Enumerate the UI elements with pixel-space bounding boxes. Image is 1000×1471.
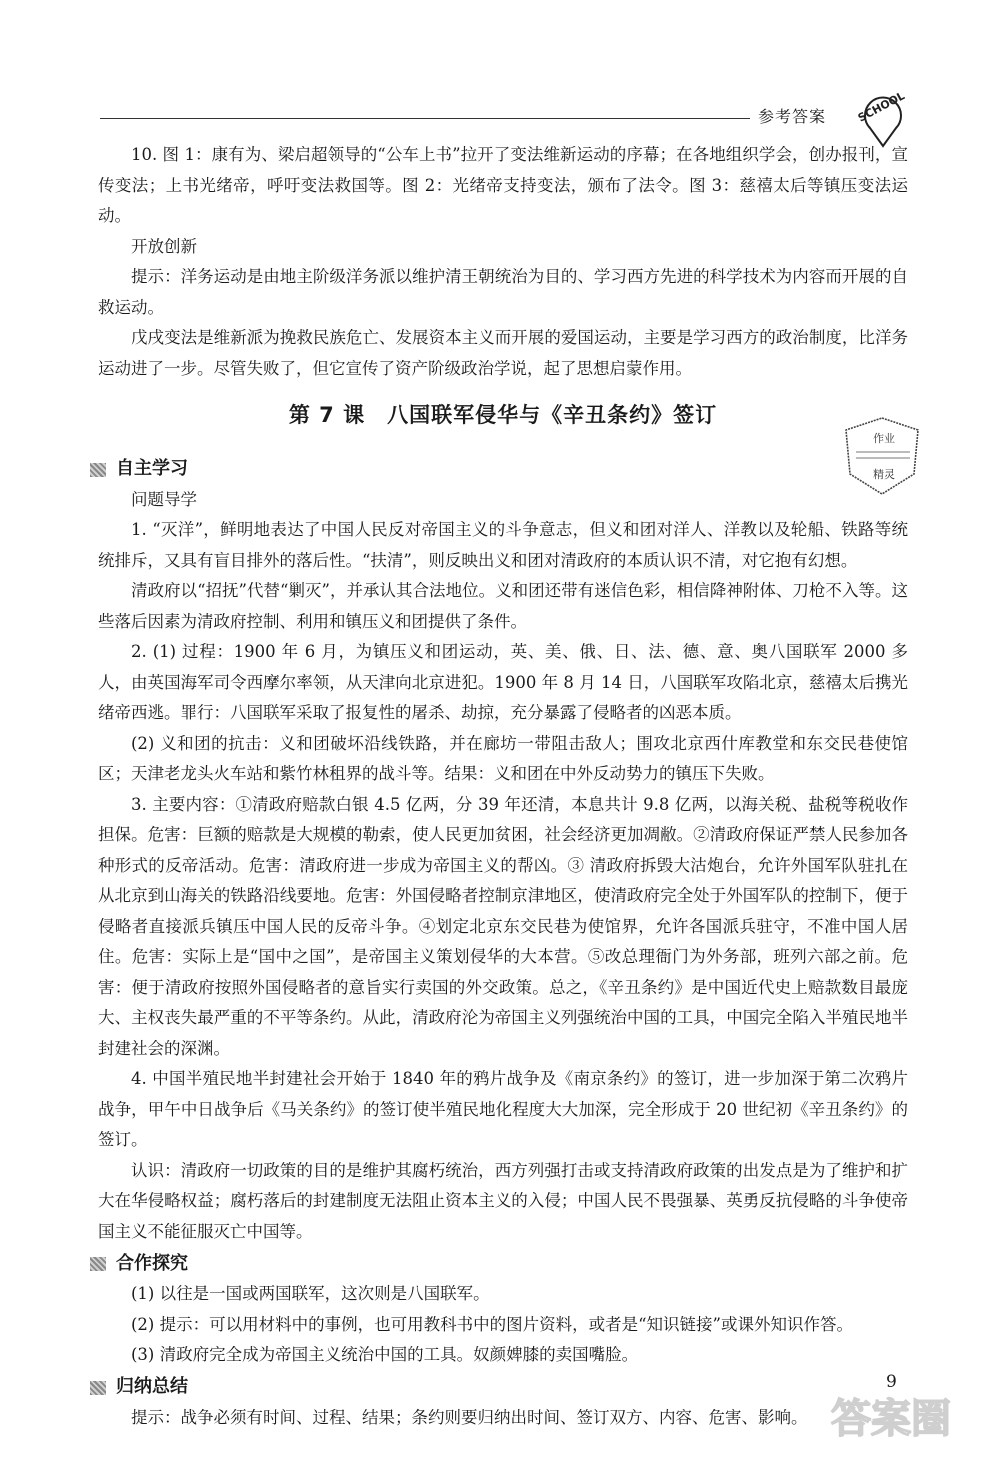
section-title: 自主学习 — [116, 458, 188, 480]
lesson-title: 第 7 课 八国联军侵华与《辛丑条约》签订 — [288, 403, 718, 427]
stamp-line2: 精灵 — [873, 468, 895, 481]
school-logo-text: SCHOOL — [855, 89, 907, 125]
stamp-line1: 作业 — [873, 432, 895, 445]
main-content — [98, 140, 908, 1433]
answer-paragraph: 4. 中国半殖民地半封建社会开始于 1840 年的鸦片战争及《南京条约》的签订，进一步加深于第二次鸦片战争，甲午中日战争后《马关条约》的签订使半殖民地化程度大大加深，完全形成于 20 世纪初《辛丑条约》的签订。 — [98, 1069, 908, 1149]
answer-paragraph: 认识：清政府一切政策的目的是维护其腐朽统治，西方列强打击或支持清政府政策的出发点是为了维护和扩大在华侵略权益；腐朽落后的封建制度无法阻止资本主义的入侵；中国人民不畏强暴、英勇反抗侵略的斗争使帝国主义不能征服灭亡中国等。 — [98, 1160, 908, 1241]
intro-subheading: 开放创新 — [131, 236, 197, 256]
answer-paragraph: (2) 提示：可以用材料中的事例，也可用教科书中的图片资料，或者是“知识链接”或课外知识作答。 — [131, 1314, 853, 1334]
section-marker-icon — [90, 1381, 106, 1395]
answer-paragraph: 清政府以“招抚”代替“剿灭”，并承认其合法地位。义和团还带有迷信色彩，相信降神附体、刀枪不入等。这些落后因素为清政府控制、利用和镇压义和团提供了条件。 — [98, 581, 908, 631]
watermark-logo-icon — [796, 1384, 986, 1464]
section-header-self-study — [90, 455, 908, 485]
answer-paragraph: (1) 以往是一国或两国联军，这次则是八国联军。 — [131, 1284, 490, 1303]
watermark-text: 答案圈 — [831, 1396, 951, 1442]
answer-paragraph: 1. “灭洋”，鲜明地表达了中国人民反对帝国主义的斗争意志，但义和团对洋人、洋教以及轮船、铁路等统统排斥，又具有盲目排外的落后性。“扶清”，则反映出义和团对清政府的本质认识不清，对它抱有幻想。 — [98, 520, 908, 570]
answer-paragraph: (3) 清政府完全成为帝国主义统治中国的工具。奴颜婢膝的卖国嘴脸。 — [131, 1345, 639, 1364]
answer-paragraph: 2. (1) 过程：1900 年 6 月，为镇压义和团运动，英、美、俄、日、法、德、意、奥八国联军 2000 多人，由英国海军司令西摩尔率领，从天津向北京进犯。1900 年 8 月 14 日，八国联军攻陷北京，慈禧太后携光绪帝西逃。罪行：八国联军采取了报复性的屠杀、劫掠，充分暴露了侵略者的凶恶本质。 — [98, 642, 908, 722]
section-header-summary — [90, 1373, 908, 1403]
intro-paragraph-2: 提示：洋务运动是由地主阶级洋务派以维护清王朝统治为目的、学习西方先进的科学技术为内容而开展的自救运动。 — [98, 267, 908, 317]
section-header-cooperation — [90, 1249, 908, 1279]
header-rule — [100, 118, 750, 119]
section-title: 合作探究 — [116, 1252, 188, 1274]
page-number: 9 — [886, 1372, 897, 1392]
section-marker-icon — [90, 1257, 106, 1271]
answer-paragraph: 提示：战争必须有时间、过程、结果；条约则要归纳出时间、签订双方、内容、危害、影响。 — [131, 1407, 808, 1427]
answer-paragraph: 3. 主要内容：①清政府赔款白银 4.5 亿两，分 39 年还清，本息共计 9.8 亿两，以海关税、盐税等税收作担保。危害：巨额的赔款是大规模的勒索，使人民更加贫困，社会经济更加凋敝。②清政府保证严禁人民参加各种形式的反帝活动。危害：清政府进一步成为帝国主义的帮凶。③ 清政府拆毁大沽炮台，允许外国军队驻扎在从北京到山海关的铁路沿线要地。危害：外国侵略者控制京津地区，使清政府完全处于外国军队的控制下，便于侵略者直接派兵镇压中国人民的反帝斗争。④划定北京东交民巷为使馆界，允许各国派兵驻守，不准中国人居住。危害：实际上是“国中之国”，是帝国主义策划侵华的大本营。⑤改总理衙门为外务部，班列六部之前。危害：便于清政府按照外国侵略者的意旨实行卖国的外交政策。总之，《辛丑条约》是中国近代史上赔款数目最庞大、主权丧失最严重的不平等条约。从此，清政府沦为帝国主义列强统治中国的工具，中国完全陷入半殖民地半封建社会的深渊。 — [98, 794, 908, 1058]
section-subtitle: 问题导学 — [131, 489, 197, 509]
intro-paragraph-1: 10. 图 1：康有为、梁启超领导的“公车上书”拉开了变法维新运动的序幕；在各地组织学会，创办报刊，宣传变法；上书光绪帝，呼吁变法救国等。图 2：光绪帝支持变法，颁布了法令。图 3：慈禧太后等镇压变法运动。 — [98, 145, 908, 225]
section-title: 归纳总结 — [116, 1376, 188, 1398]
section-marker-icon — [90, 463, 106, 477]
intro-paragraph-3: 戊戌变法是维新派为挽救民族危亡、发展资本主义而开展的爱国运动，主要是学习西方的政治制度，比洋务运动进了一步。尽管失败了，但它宣传了资产阶级政治学说，起了思想启蒙作用。 — [98, 328, 908, 378]
header-label: 参考答案 — [758, 107, 827, 126]
answer-paragraph: (2) 义和团的抗击：义和团破坏沿线铁路，并在廊坊一带阻击敌人；围攻北京西什库教堂和东交民巷使馆区；天津老龙头火车站和紫竹林租界的战斗等。结果：义和团在中外反动势力的镇压下失败。 — [98, 733, 908, 783]
